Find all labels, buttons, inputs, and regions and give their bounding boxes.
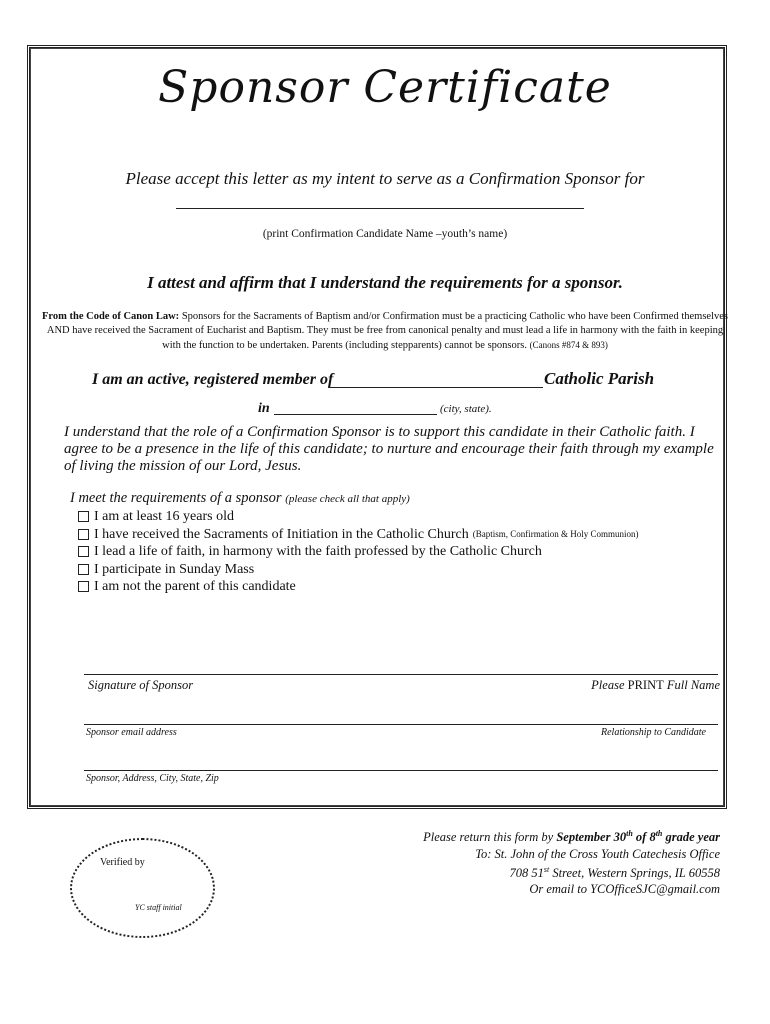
return-deadline-c: grade year [665,830,720,845]
requirement-checkbox[interactable] [78,529,89,540]
requirement-text: I participate in Sunday Mass [94,561,255,577]
return-line-3 [510,865,720,881]
requirements-heading [70,490,410,507]
return-deadline-b-sup: th [655,829,663,838]
return-email: Or email to YCOfficeSJC@gmail.com [529,882,720,896]
relationship-label: Relationship to Candidate [601,727,706,738]
return-street: Street, Western Springs, IL 60558 [552,866,720,881]
requirement-checkbox[interactable] [78,564,89,575]
print-name-mid: PRINT [627,678,664,692]
staff-initial-label: YC staff initial [135,903,182,912]
requirements-heading-text: I meet the requirements of a sponsor [70,490,282,506]
page-title: Sponsor Certificate [158,62,612,113]
requirements-list [78,508,639,596]
canon-law-body: Sponsors for the Sacraments of Baptism and/or Confirmation must be a practicing Catholic who have been Confirmed themselves AND have received the Sacrament of Eucharist and Baptism. They must be free from canonical penalty and must lead a life in harmony with the faith in keeping with the function to be undertaken. Parents (including stepparents) cannot be sponsors. [46,311,728,351]
canon-law-ref: (Canons #874 & 893) [529,340,608,350]
requirement-checkbox[interactable] [78,511,89,522]
city-state-line[interactable] [274,414,437,415]
sponsor-role-paragraph: I understand that the role of a Confirmation Sponsor is to support this candidate in their Catholic faith. I agree to be a presence in the life of this candidate; to nurture and encourage their faith through my example of living the mission of our Lord, Jesus. [64,424,714,474]
city-state-caption: (city, state). [440,403,492,415]
print-name-pre: Please [591,678,625,692]
canon-law-lead: From the Code of Canon Law: [42,311,180,322]
requirement-item [78,526,639,544]
in-label: in [258,401,270,416]
parish-suffix: Catholic Parish [544,369,655,388]
requirement-text: I lead a life of faith, in harmony with the faith professed by the Catholic Church [94,544,542,559]
verification-stamp-oval [70,838,215,938]
address-line[interactable] [84,770,718,771]
requirement-text: I am at least 16 years old [94,509,234,524]
requirement-text: I am not the parent of this candidate [94,579,296,594]
requirement-note: (Baptism, Confirmation & Holy Communion) [472,528,639,539]
requirement-text: I have received the Sacraments of Initiation in the Catholic Church [94,526,469,542]
return-intro: Please return this form by [423,830,554,845]
email-line[interactable] [84,724,718,725]
return-deadline-b: of 8 [635,830,656,845]
candidate-name-caption: (print Confirmation Candidate Name –youth’s name) [262,228,508,240]
candidate-name-line[interactable] [176,208,584,209]
print-name-post: Full Name [666,678,720,692]
intro-text: Please accept this letter as my intent to serve as a Confirmation Sponsor for [125,169,645,188]
requirement-item [78,508,639,526]
return-line-2: To: St. John of the Cross Youth Catechesis Office [475,847,720,861]
requirement-item [78,578,639,596]
requirement-checkbox[interactable] [78,581,89,592]
address-label: Sponsor, Address, City, State, Zip [86,773,219,784]
print-name-label [591,678,720,693]
attest-statement: I attest and affirm that I understand the requirements for a sponsor. [147,273,623,292]
member-label: I am an active, registered member of [92,371,334,388]
requirement-item [78,543,639,561]
verified-by-label: Verified by [100,857,145,868]
signature-line[interactable] [84,674,718,675]
email-label: Sponsor email address [86,727,177,738]
canon-law-text [38,310,732,353]
signature-label: Signature of Sponsor [88,678,194,692]
return-deadline-a-sup: th [626,829,633,838]
requirements-hint: (please check all that apply) [285,493,410,505]
parish-line[interactable] [328,387,543,388]
return-street-sup: st [543,865,550,874]
return-street-number: 708 51 [509,866,544,881]
return-line-1 [423,829,720,845]
requirement-item [78,561,639,579]
return-deadline-a: September 30 [556,830,627,845]
requirement-checkbox[interactable] [78,546,89,557]
